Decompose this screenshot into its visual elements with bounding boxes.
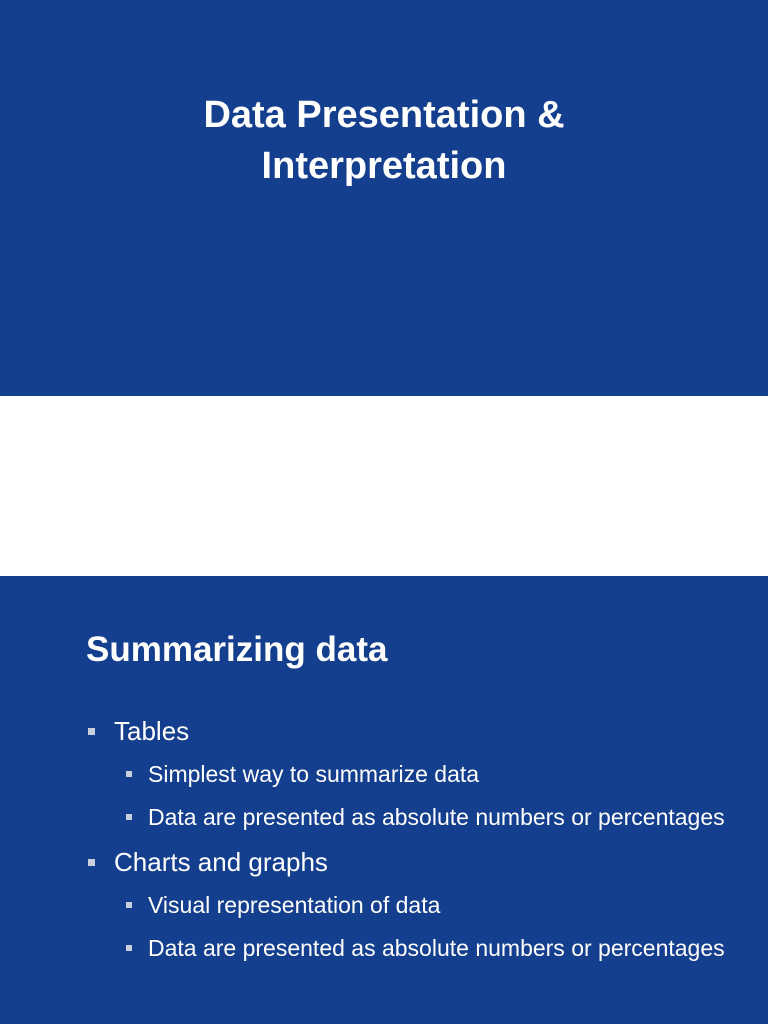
square-bullet-icon xyxy=(126,814,132,820)
sub-bullet-item xyxy=(0,801,768,833)
square-bullet-icon xyxy=(88,728,95,735)
presentation-title xyxy=(0,90,768,192)
sub-bullet-label: Data are presented as absolute numbers or percentages xyxy=(148,935,725,961)
square-bullet-icon xyxy=(88,859,95,866)
presentation-title-line-2: Interpretation xyxy=(261,145,507,187)
sub-bullet-label: Data are presented as absolute numbers or percentages xyxy=(148,804,725,830)
bullet-list xyxy=(0,713,768,975)
sub-bullet-item xyxy=(0,758,768,790)
slide-title: Summarizing data xyxy=(86,630,388,669)
bullet-label: Tables xyxy=(114,716,190,746)
bullet-item xyxy=(0,713,768,749)
sub-bullet-item xyxy=(0,932,768,964)
bullet-item xyxy=(0,844,768,880)
sub-bullet-label: Visual representation of data xyxy=(148,892,441,918)
presentation-title-line-1: Data Presentation & xyxy=(203,94,565,136)
title-slide xyxy=(0,0,768,396)
square-bullet-icon xyxy=(126,771,132,777)
content-slide xyxy=(0,576,768,1024)
bullet-label: Charts and graphs xyxy=(114,847,328,877)
sub-bullet-label: Simplest way to summarize data xyxy=(148,761,480,787)
sub-bullet-item xyxy=(0,889,768,921)
square-bullet-icon xyxy=(126,945,132,951)
square-bullet-icon xyxy=(126,902,132,908)
